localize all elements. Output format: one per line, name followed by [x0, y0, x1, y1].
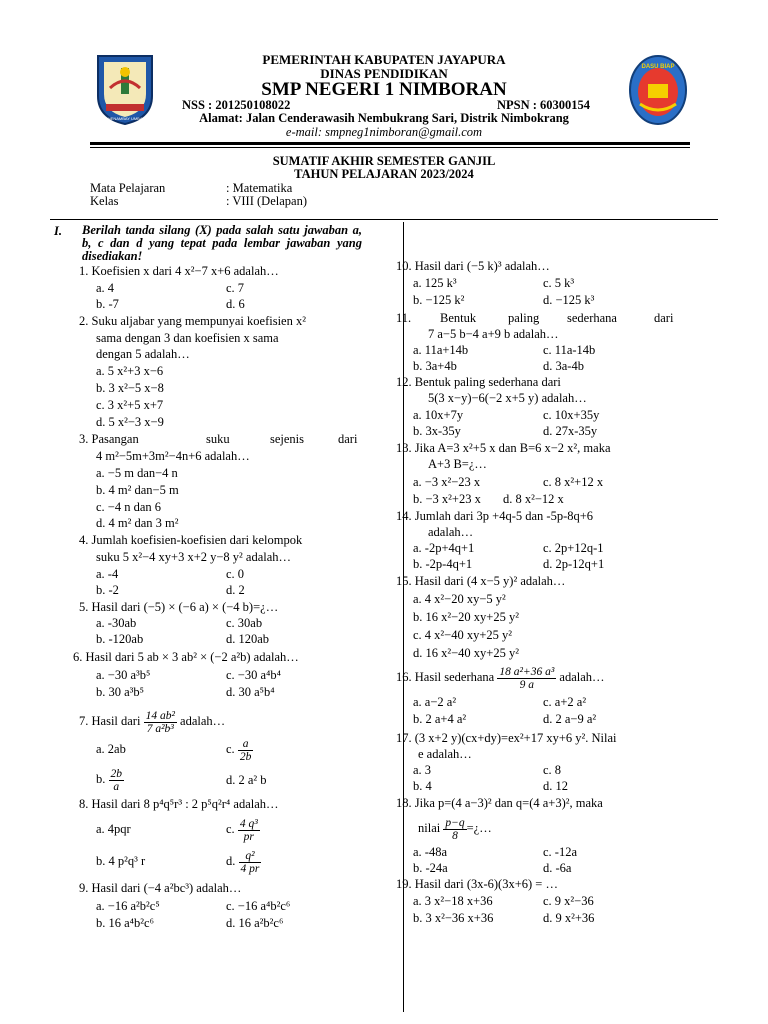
q16-option-b: b. 2 a+4 a²: [413, 712, 467, 726]
q7-denominator: 7 a²b³: [146, 722, 174, 735]
q8-c-denominator: pr: [243, 830, 254, 843]
q15-option-a: a. 4 x²−20 xy−5 y²: [413, 592, 506, 606]
exam-title: SUMATIF AKHIR SEMESTER GANJIL: [272, 154, 496, 168]
q6-option-b: b. 30 a³b⁵: [96, 685, 145, 699]
q7-b-label: b.: [96, 772, 106, 786]
q9-option-b: b. 16 a⁴b²c⁶: [96, 916, 154, 930]
q5-option-b: b. -120ab: [96, 632, 144, 646]
q16-denominator: 9 a: [519, 678, 534, 691]
email: e-mail: smpneg1nimboran@gmail.com: [285, 125, 483, 139]
q12-option-a: a. 10x+7y: [413, 408, 464, 422]
q4-line2: suku 5 x²−4 xy+3 x+2 y−8 y² adalah…: [96, 550, 292, 564]
q18-post: =¿…: [466, 821, 492, 835]
q5-option-a: a. -30ab: [96, 616, 137, 630]
q3-option-a: a. −5 m dan−4 n: [96, 466, 178, 480]
q14-option-c: c. 2p+12q-1: [543, 541, 604, 555]
q12-line2: 5(3 x−y)−6(−2 x+5 y) adalah…: [428, 391, 587, 405]
q9-option-c: c. −16 a⁴b²c⁶: [226, 899, 291, 913]
q1-option-a: a. 4: [96, 281, 115, 295]
q19-option-b: b. 3 x²−36 x+36: [413, 911, 494, 925]
q10-stem: 10. Hasil dari (−5 k)³ adalah…: [396, 259, 550, 273]
q14-option-a: a. -2p+4q+1: [413, 541, 475, 555]
q14-option-d: d. 2p-12q+1: [543, 557, 605, 571]
q4-line1: 4. Jumlah koefisien-koefisien dari kelompok: [79, 533, 303, 547]
q8-option-a: a. 4pqr: [96, 822, 131, 836]
q11-option-c: c. 11a-14b: [543, 343, 596, 357]
q16-option-c: c. a+2 a²: [543, 695, 587, 709]
q1-option-b: b. -7: [96, 297, 119, 311]
q8-option-d: [226, 846, 261, 876]
q11-line1-e: dari: [654, 311, 674, 325]
q7-b-denominator: a: [113, 780, 120, 793]
q19-option-a: a. 3 x²−18 x+36: [413, 894, 493, 908]
q3-line1-a: 3. Pasangan: [79, 432, 139, 446]
q18-line2: [418, 813, 492, 843]
q11-option-a: a. 11a+14b: [413, 343, 469, 357]
q3-line1-d: dari: [338, 432, 358, 446]
nss: NSS : 201250108022: [182, 98, 291, 112]
q17-line2: e adalah…: [418, 747, 472, 761]
q2-option-a: a. 5 x²+3 x−6: [96, 364, 164, 378]
q7-c-fraction: [238, 738, 254, 763]
q14-line1: 14. Jumlah dari 3p +4q-5 dan -5p-8q+6: [396, 509, 594, 523]
q2-option-d: d. 5 x²−3 x−9: [96, 415, 164, 429]
q18-pre: nilai: [418, 821, 441, 835]
q1-stem: 1. Koefisien x dari 4 x²−7 x+6 adalah…: [79, 264, 279, 278]
q8-stem: 8. Hasil dari 8 p⁴q⁵r³ : 2 p⁵q²r⁴ adalah…: [79, 797, 279, 811]
q4-option-b: b. -2: [96, 583, 119, 597]
q10-option-a: a. 125 k³: [413, 276, 457, 290]
q14-option-b: b. -2p-4q+1: [413, 557, 473, 571]
q18-option-a: a. -48a: [413, 845, 448, 859]
q16-option-a: a. a−2 a²: [413, 695, 457, 709]
q1-option-d: d. 6: [226, 297, 245, 311]
q9-option-d: d. 16 a²b²c⁶: [226, 916, 284, 930]
q3-option-c: c. −4 n dan 6: [96, 500, 162, 514]
instruction-text: Berilah tanda silang (X) pada salah satu jawaban a, b, c dan d yang tepat pada lembar jawaban yang disediakan!: [82, 223, 362, 263]
q2-line2: sama dengan 3 dan koefisien x sama: [96, 331, 279, 345]
q12-option-d: d. 27x-35y: [543, 424, 598, 438]
header-line1: PEMERINTAH KABUPATEN JAYAPURA: [262, 52, 506, 67]
q13-line2: A+3 B=¿…: [428, 457, 487, 471]
q12-line1: 12. Bentuk paling sederhana dari: [396, 375, 561, 389]
q7-option-b: [96, 765, 124, 793]
q7-pre: 7. Hasil dari: [79, 714, 141, 728]
q11-option-d: d. 3a-4b: [543, 359, 584, 373]
q16-pre: 16. Hasil sederhana: [396, 670, 495, 684]
q6-option-d: d. 30 a⁵b⁴: [226, 685, 275, 699]
subject-label: Mata Pelajaran: [90, 181, 166, 195]
q8-d-label: d.: [226, 854, 236, 868]
q19-option-d: d. 9 x²+36: [543, 911, 595, 925]
q3-line1-b: suku: [206, 432, 230, 446]
q8-option-c: [226, 814, 260, 844]
q10-option-b: b. −125 k²: [413, 293, 465, 307]
q13-line1: 13. Jika A=3 x²+5 x dan B=6 x−2 x², maka: [396, 441, 611, 455]
q11-option-b: b. 3a+4b: [413, 359, 457, 373]
header-line2: DINAS PENDIDIKAN: [320, 66, 448, 81]
q7-c-numerator: a: [238, 738, 254, 751]
q16-fraction: [497, 666, 556, 691]
q12-option-b: b. 3x-35y: [413, 424, 461, 438]
q15-option-d: d. 16 x²−40 xy+25 y²: [413, 646, 519, 660]
q3-line1-c: sejenis: [270, 432, 305, 446]
q5-option-d: d. 120ab: [226, 632, 270, 646]
q16-numerator: 18 a²+36 a³: [499, 665, 555, 678]
q11-line1-a: 11.: [396, 311, 412, 325]
q6-option-c: c. −30 a⁴b⁴: [226, 668, 281, 682]
npsn: NPSN : 60300154: [497, 98, 591, 112]
q3-option-b: b. 4 m² dan−5 m: [96, 483, 179, 497]
q3-line2: 4 m²−5m+3m²−4n+6 adalah…: [96, 449, 250, 463]
q4-option-d: d. 2: [226, 583, 245, 597]
q4-option-a: a. -4: [96, 567, 119, 581]
q14-line2: adalah…: [428, 525, 474, 539]
q18-option-b: b. -24a: [413, 861, 448, 875]
q8-c-fraction: [238, 818, 260, 843]
q12-option-c: c. 10x+35y: [543, 408, 600, 422]
q7-c-label: c.: [226, 742, 235, 756]
q1-option-c: c. 7: [226, 281, 245, 295]
q8-d-numerator: q²: [239, 850, 262, 863]
q17-option-d: d. 12: [543, 779, 568, 793]
q11-line1-b: Bentuk: [440, 311, 477, 325]
subject-value: : Matematika: [226, 181, 293, 195]
q18-numerator: p−q: [445, 816, 465, 829]
q18-fraction: [443, 817, 466, 842]
q7-b-numerator: 2b: [110, 767, 122, 780]
q15-stem: 15. Hasil dari (4 x−5 y)² adalah…: [396, 574, 566, 588]
q10-option-d: d. −125 k³: [543, 293, 595, 307]
q19-option-c: c. 9 x²−36: [543, 894, 594, 908]
q4-option-c: c. 0: [226, 567, 245, 581]
q16-option-d: d. 2 a−9 a²: [543, 712, 597, 726]
left-logo-text: KHENAMBAY UMBAY: [105, 116, 145, 121]
q8-c-numerator: 4 q³: [239, 817, 258, 830]
q8-c-label: c.: [226, 822, 235, 836]
q7-stem: [79, 706, 225, 736]
q3-option-d: d. 4 m² dan 3 m²: [96, 516, 179, 530]
q7-option-d: d. 2 a² b: [226, 773, 267, 787]
q5-option-c: c. 30ab: [226, 616, 263, 630]
q15-option-c: c. 4 x²−40 xy+25 y²: [413, 628, 513, 642]
q8-d-denominator: 4 pr: [240, 862, 260, 875]
header-rule-thick: [90, 142, 690, 145]
q18-denominator: 8: [452, 829, 458, 842]
q10-option-c: c. 5 k³: [543, 276, 575, 290]
q8-d-fraction: [239, 850, 262, 875]
right-logo-text: DASU BIAP: [641, 64, 675, 70]
q13-option-b: b. −3 x²+23 x: [413, 492, 481, 506]
q16-stem: [396, 662, 605, 692]
q9-stem: 9. Hasil dari (−4 a²bc³) adalah…: [79, 881, 242, 895]
header-rule-thin: [90, 147, 690, 148]
school-name: SMP NEGERI 1 NIMBORAN: [261, 79, 507, 100]
q18-option-c: c. -12a: [543, 845, 578, 859]
q11-line2: 7 a−5 b−4 a+9 b adalah…: [428, 327, 559, 341]
q7-b-fraction: [109, 768, 125, 793]
q2-line3: dengan 5 adalah…: [96, 347, 190, 361]
q18-line1: 18. Jika p=(4 a−3)² dan q=(4 a+3)², maka: [396, 796, 603, 810]
q13-option-a: a. −3 x²−23 x: [413, 475, 481, 489]
address: Alamat: Jalan Cenderawasih Nembukrang Sari, Distrik Nimbokrang: [199, 111, 569, 125]
column-divider: [403, 222, 404, 1012]
q7-fraction: [144, 710, 177, 735]
q11-line1-d: sederhana: [567, 311, 617, 325]
section-rule: [50, 219, 718, 220]
q17-option-a: a. 3: [413, 763, 432, 777]
class-value: : VIII (Delapan): [226, 194, 307, 208]
q19-stem: 19. Hasil dari (3x-6)(3x+6) = …: [396, 877, 558, 891]
q5-stem: 5. Hasil dari (−5) × (−6 a) × (−4 b)=¿…: [79, 600, 279, 614]
q7-post: adalah…: [180, 714, 226, 728]
q2-option-b: b. 3 x²−5 x−8: [96, 381, 164, 395]
q17-line1: 17. (3 x+2 y)(cx+dy)=ex²+17 xy+6 y². Nilai: [396, 731, 617, 745]
exam-year: TAHUN PELAJARAN 2023/2024: [294, 167, 474, 181]
q7-option-c: [226, 735, 253, 763]
q17-option-c: c. 8: [543, 763, 562, 777]
q11-line1-c: paling: [508, 311, 540, 325]
q9-option-a: a. −16 a²b²c⁵: [96, 899, 160, 913]
q18-option-d: d. -6a: [543, 861, 572, 875]
q15-option-b: b. 16 x²−20 xy+25 y²: [413, 610, 519, 624]
q6-stem: 6. Hasil dari 5 ab × 3 ab² × (−2 a²b) adalah…: [73, 650, 299, 664]
q6-option-a: a. −30 a³b⁵: [96, 668, 151, 682]
q17-option-b: b. 4: [413, 779, 432, 793]
q13-option-c: c. 8 x²+12 x: [543, 475, 604, 489]
q13-option-d: d. 8 x²−12 x: [503, 492, 564, 506]
q2-line1: 2. Suku aljabar yang mempunyai koefisien x²: [79, 314, 306, 328]
q7-numerator: 14 ab²: [145, 709, 175, 722]
class-label: Kelas: [90, 194, 119, 208]
q8-option-b: b. 4 p²q³ r: [96, 854, 146, 868]
instruction-number: I.: [54, 224, 62, 238]
q16-post: adalah…: [559, 670, 605, 684]
q2-option-c: c. 3 x²+5 x+7: [96, 398, 164, 412]
q7-option-a: a. 2ab: [96, 742, 126, 756]
q7-c-denominator: 2b: [239, 750, 252, 763]
